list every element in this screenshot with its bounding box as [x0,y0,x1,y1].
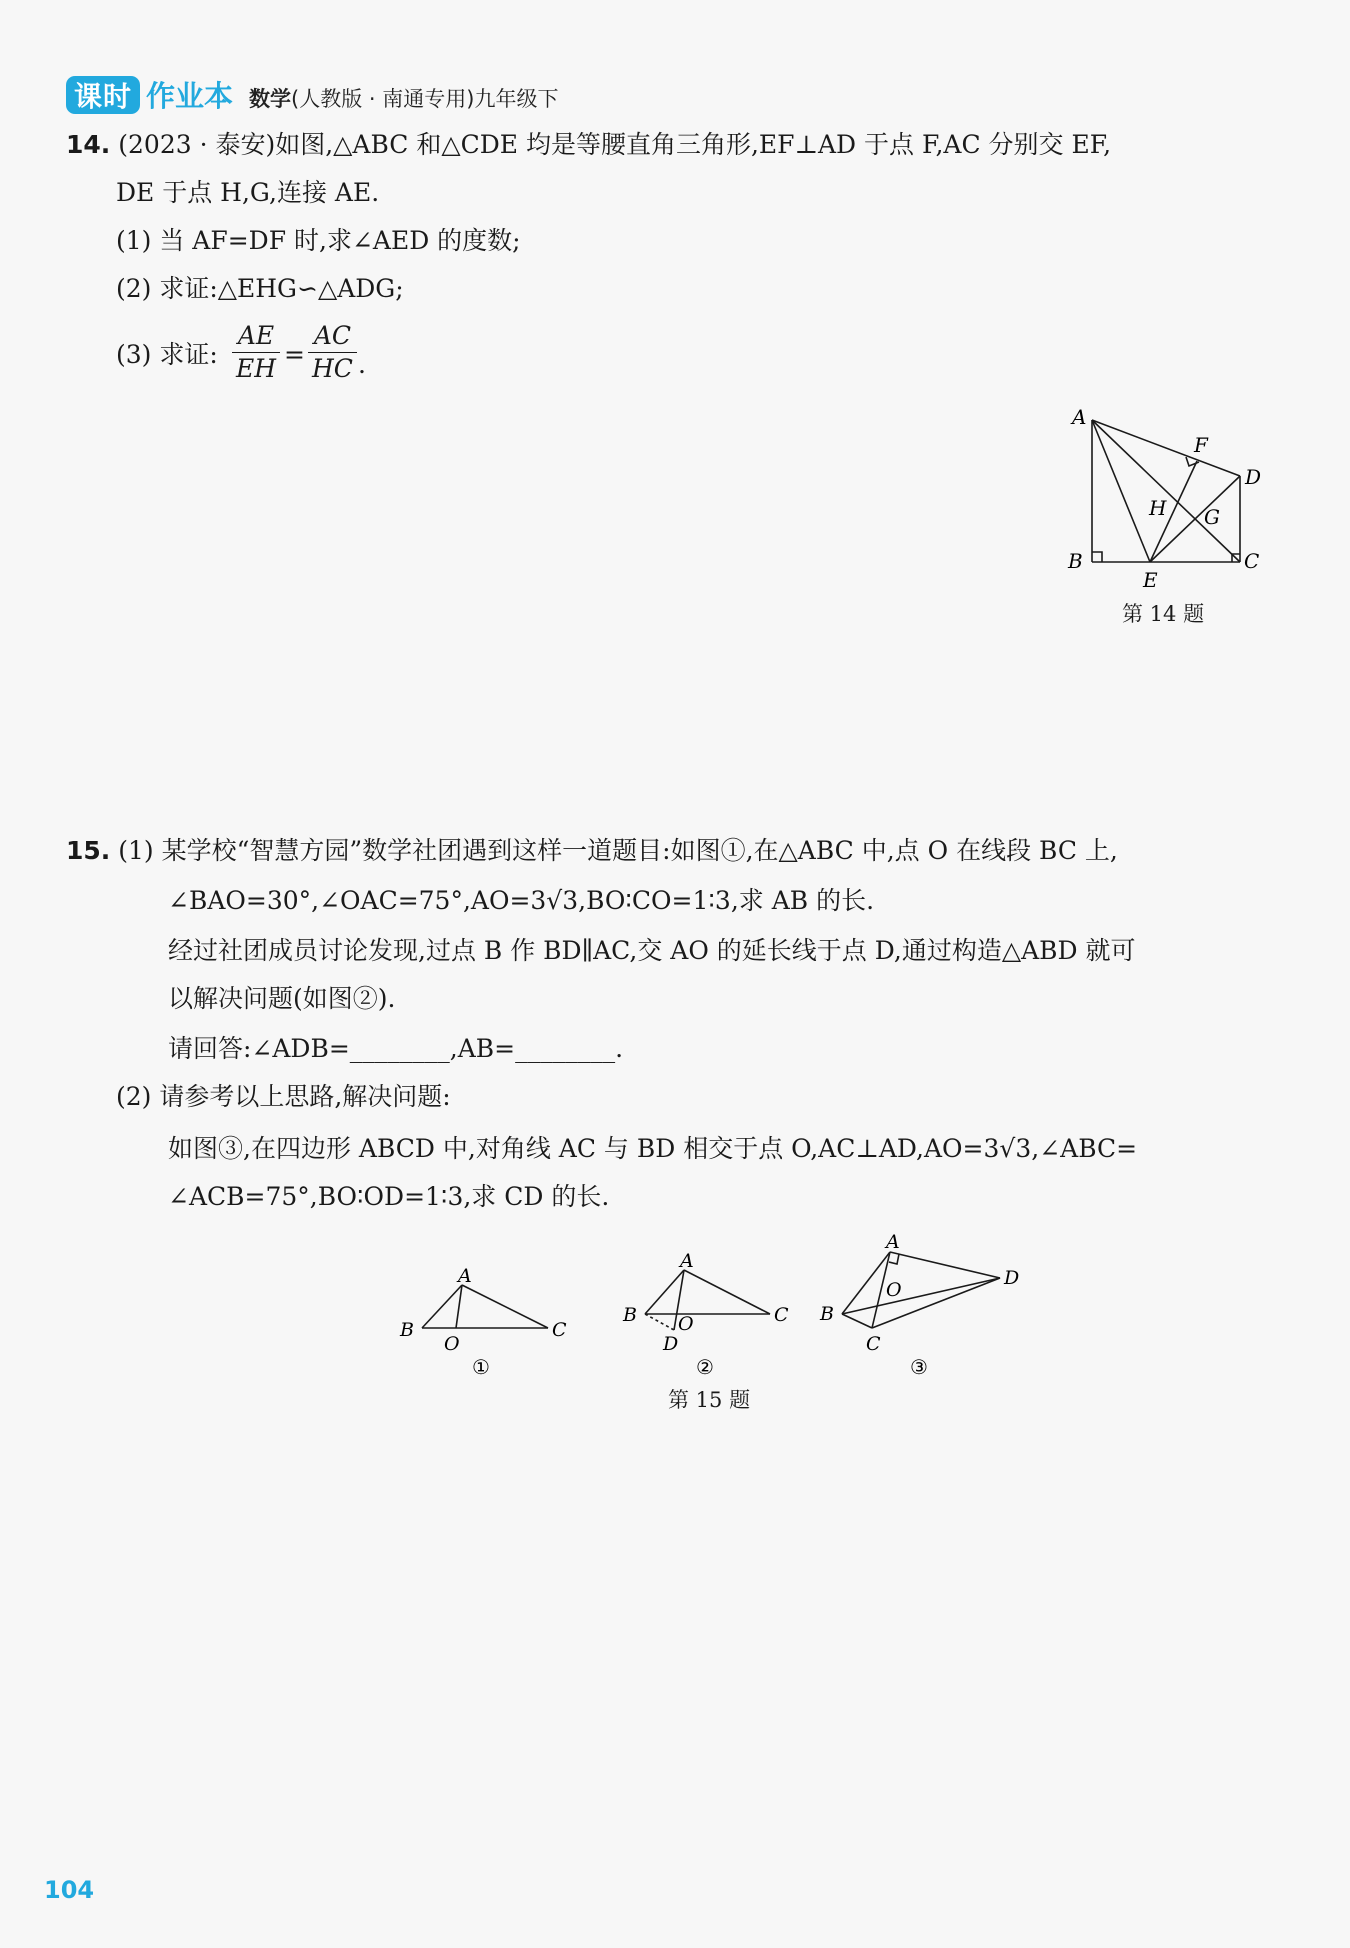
q14-stem-line2: DE 于点 H,G,连接 AE. [116,178,380,207]
fig1-label-O: O [444,1333,460,1355]
page-header [66,74,558,114]
q15-figures [380,1220,1060,1400]
fig2-label-O: O [678,1313,694,1335]
fig14-label-B: B [1068,549,1083,573]
q15-part2-intro: (2) 请参考以上思路,解决问题: [116,1082,451,1111]
book-subtitle [249,84,558,114]
q15-number: 15. [66,836,111,865]
q15-figure-2 [645,1270,770,1330]
fig1-label-B: B [400,1319,414,1341]
q15-answer-line: 请回答:∠ADB=________,AB=________. [168,1034,624,1063]
fig3-label-D: D [1004,1267,1020,1289]
q14-stem-line1: (2023 · 泰安)如图,△ABC 和△CDE 均是等腰直角三角形,EF⊥AD 于点 F,AC 分别交 EF, [118,130,1112,159]
q14-caption: 第 14 题 [1122,602,1205,626]
q15-part2-line1: 如图③,在四边形 ABCD 中,对角线 AC 与 BD 相交于点 O,AC⊥AD,AO=3√3,∠ABC= [168,1134,1138,1163]
q14-frac2-num: AC [313,321,352,350]
q15-figure-3 [842,1252,1000,1328]
fig3-label-O: O [886,1279,902,1301]
q15-caption: 第 15 题 [668,1388,751,1412]
fig3-label-B: B [820,1303,834,1325]
q14-number: 14. [66,130,111,159]
subject-label: 数学 [249,87,292,111]
q15-line1 [66,834,1118,868]
q14-period: . [358,350,366,379]
logo-text: 课时 [74,80,133,113]
fig3-label-A: A [886,1231,900,1253]
q14-frac1-num: AE [237,321,275,350]
fig14-label-G: G [1204,505,1220,529]
edition-label: (人教版 · 南通专用)九年级下 [291,87,559,111]
fig2-label-C: C [774,1304,789,1326]
fig2-label-B: B [623,1304,637,1326]
q14-line1 [66,128,1111,162]
q15-part2-line2: ∠ACB=75°,BO∶OD=1∶3,求 CD 的长. [168,1182,610,1211]
q15-figure-1 [422,1285,548,1328]
fig2-number: ② [696,1355,714,1379]
fig1-number: ① [472,1355,490,1379]
fig14-label-C: C [1244,549,1260,573]
q15-part1-line1: (1) 某学校“智慧方园”数学社团遇到这样一道题目:如图①,在△ABC 中,点 O 在线段 BC 上, [118,836,1118,865]
fig14-label-F: F [1194,433,1208,457]
fig14-label-A: A [1072,405,1087,429]
q14-part2: (2) 求证:△EHG∽△ADG; [116,274,404,303]
fig14-label-E: E [1143,568,1158,592]
logo [66,76,140,114]
fig3-number: ③ [910,1355,928,1379]
fig1-label-A: A [458,1265,472,1287]
fig1-label-C: C [552,1319,567,1341]
q14-figure [1050,400,1280,600]
q15-part1-line2: ∠BAO=30°,∠OAC=75°,AO=3√3,BO∶CO=1∶3,求 AB 的长. [168,886,875,915]
q14-frac2-den: HC [308,352,357,385]
q14-part3-prefix: (3) 求证: [116,340,218,369]
fig2-label-A: A [680,1250,694,1272]
q14-fraction-2 [308,320,357,385]
fig14-label-H: H [1149,496,1167,520]
q14-part1: (1) 当 AF=DF 时,求∠AED 的度数; [116,226,521,255]
fig14-label-D: D [1245,465,1262,489]
q15-part1-line4: 以解决问题(如图②). [168,984,396,1013]
q14-fraction-1 [232,320,280,385]
fig2-label-D: D [663,1333,679,1355]
page-number: 104 [44,1876,95,1904]
book-title: 作业本 [146,79,234,113]
q14-frac1-den: EH [232,352,280,385]
fig3-label-C: C [866,1333,881,1355]
q14-equals: = [284,340,305,369]
q15-part1-line3: 经过社团成员讨论发现,过点 B 作 BD∥AC,交 AO 的延长线于点 D,通过构造△ABD 就可 [168,936,1136,965]
